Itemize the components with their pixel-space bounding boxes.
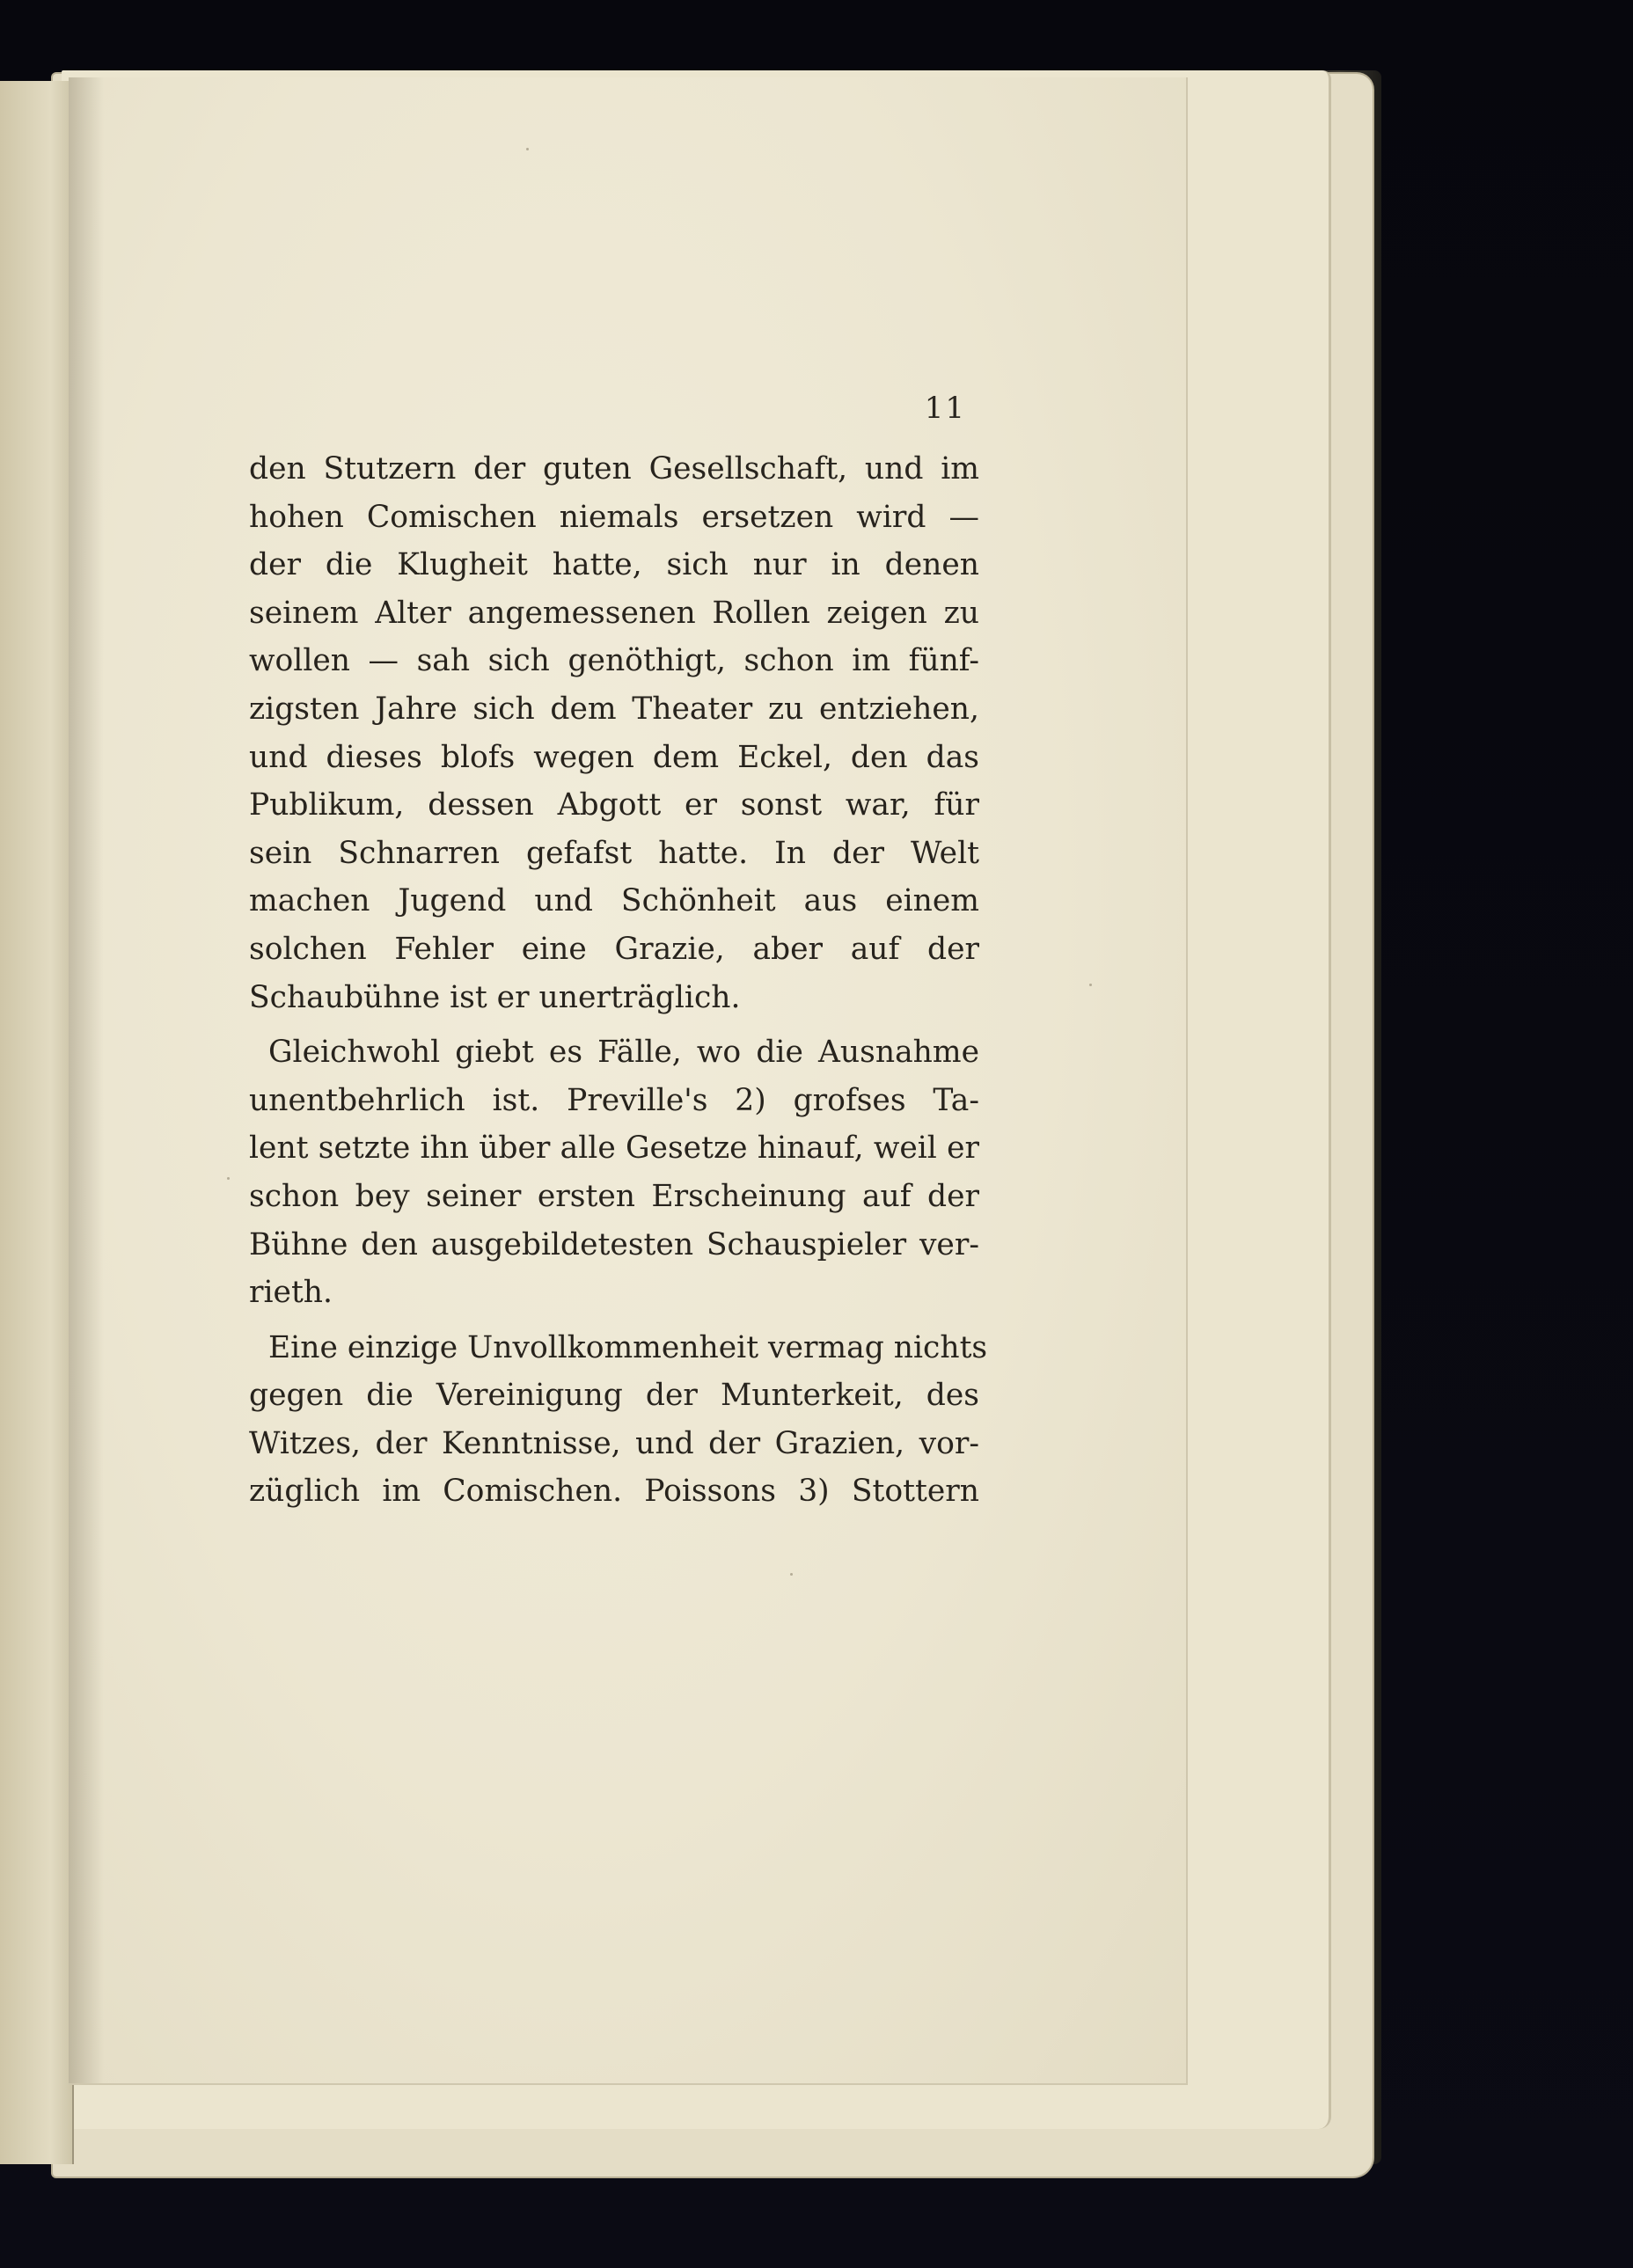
text-line: rieth. [249, 1275, 333, 1311]
text-line: und dieses blofs wegen dem Eckel, den das [249, 739, 979, 775]
text-line: lent setzte ihn über alle Gesetze hinauf, weil er [249, 1130, 979, 1167]
book-page [69, 77, 1188, 2085]
text-line: Witzes, der Kenntnisse, und der Grazien, vor- [249, 1425, 979, 1461]
paper-speck [227, 1177, 230, 1180]
text-line: machen Jugend und Schönheit aus einem [249, 883, 979, 919]
paragraph-1 [249, 445, 979, 1021]
paper-speck [790, 1573, 793, 1576]
text-line: seinem Alter angemessenen Rollen zeigen zu [249, 595, 979, 631]
paper-speck [1089, 984, 1092, 986]
paragraph-2 [249, 1028, 979, 1317]
text-line: den Stutzern der guten Gesellschaft, und im [249, 451, 979, 487]
text-line: Bühne den ausgebildetesten Schauspieler ver- [249, 1226, 979, 1262]
text-line: hohen Comischen niemals ersetzen wird — [249, 499, 979, 535]
text-line: Gleichwohl giebt es Fälle, wo die Ausnahme [268, 1035, 979, 1071]
text-line: gegen die Vereinigung der Munterkeit, des [249, 1378, 979, 1414]
text-line: Eine einzige Unvollkommenheit vermag nichts [268, 1329, 988, 1365]
text-line: solchen Fehler eine Grazie, aber auf der [249, 931, 979, 967]
paragraph-3 [249, 1324, 988, 1516]
text-line: zigsten Jahre sich dem Theater zu entziehen, [249, 691, 979, 727]
text-line: wollen — sah sich genöthigt, schon im fünf- [249, 643, 979, 679]
text-line: unentbehrlich ist. Preville's 2) grofses Ta- [249, 1082, 979, 1118]
text-line: Publikum, dessen Abgott er sonst war, für [249, 787, 979, 823]
left-page-edge [0, 81, 74, 2164]
text-line: sein Schnarren gefafst hatte. In der Welt [249, 835, 979, 871]
text-line: züglich im Comischen. Poissons 3) Stottern [249, 1474, 979, 1510]
page-number: 11 [924, 391, 966, 426]
gutter-shadow [69, 77, 104, 2083]
text-line: der die Klugheit hatte, sich nur in denen [249, 547, 979, 583]
text-line: Schaubühne ist er unerträglich. [249, 979, 741, 1015]
paper-speck [526, 148, 529, 150]
text-line: schon bey seiner ersten Erscheinung auf der [249, 1178, 979, 1214]
page-text [249, 445, 988, 1523]
